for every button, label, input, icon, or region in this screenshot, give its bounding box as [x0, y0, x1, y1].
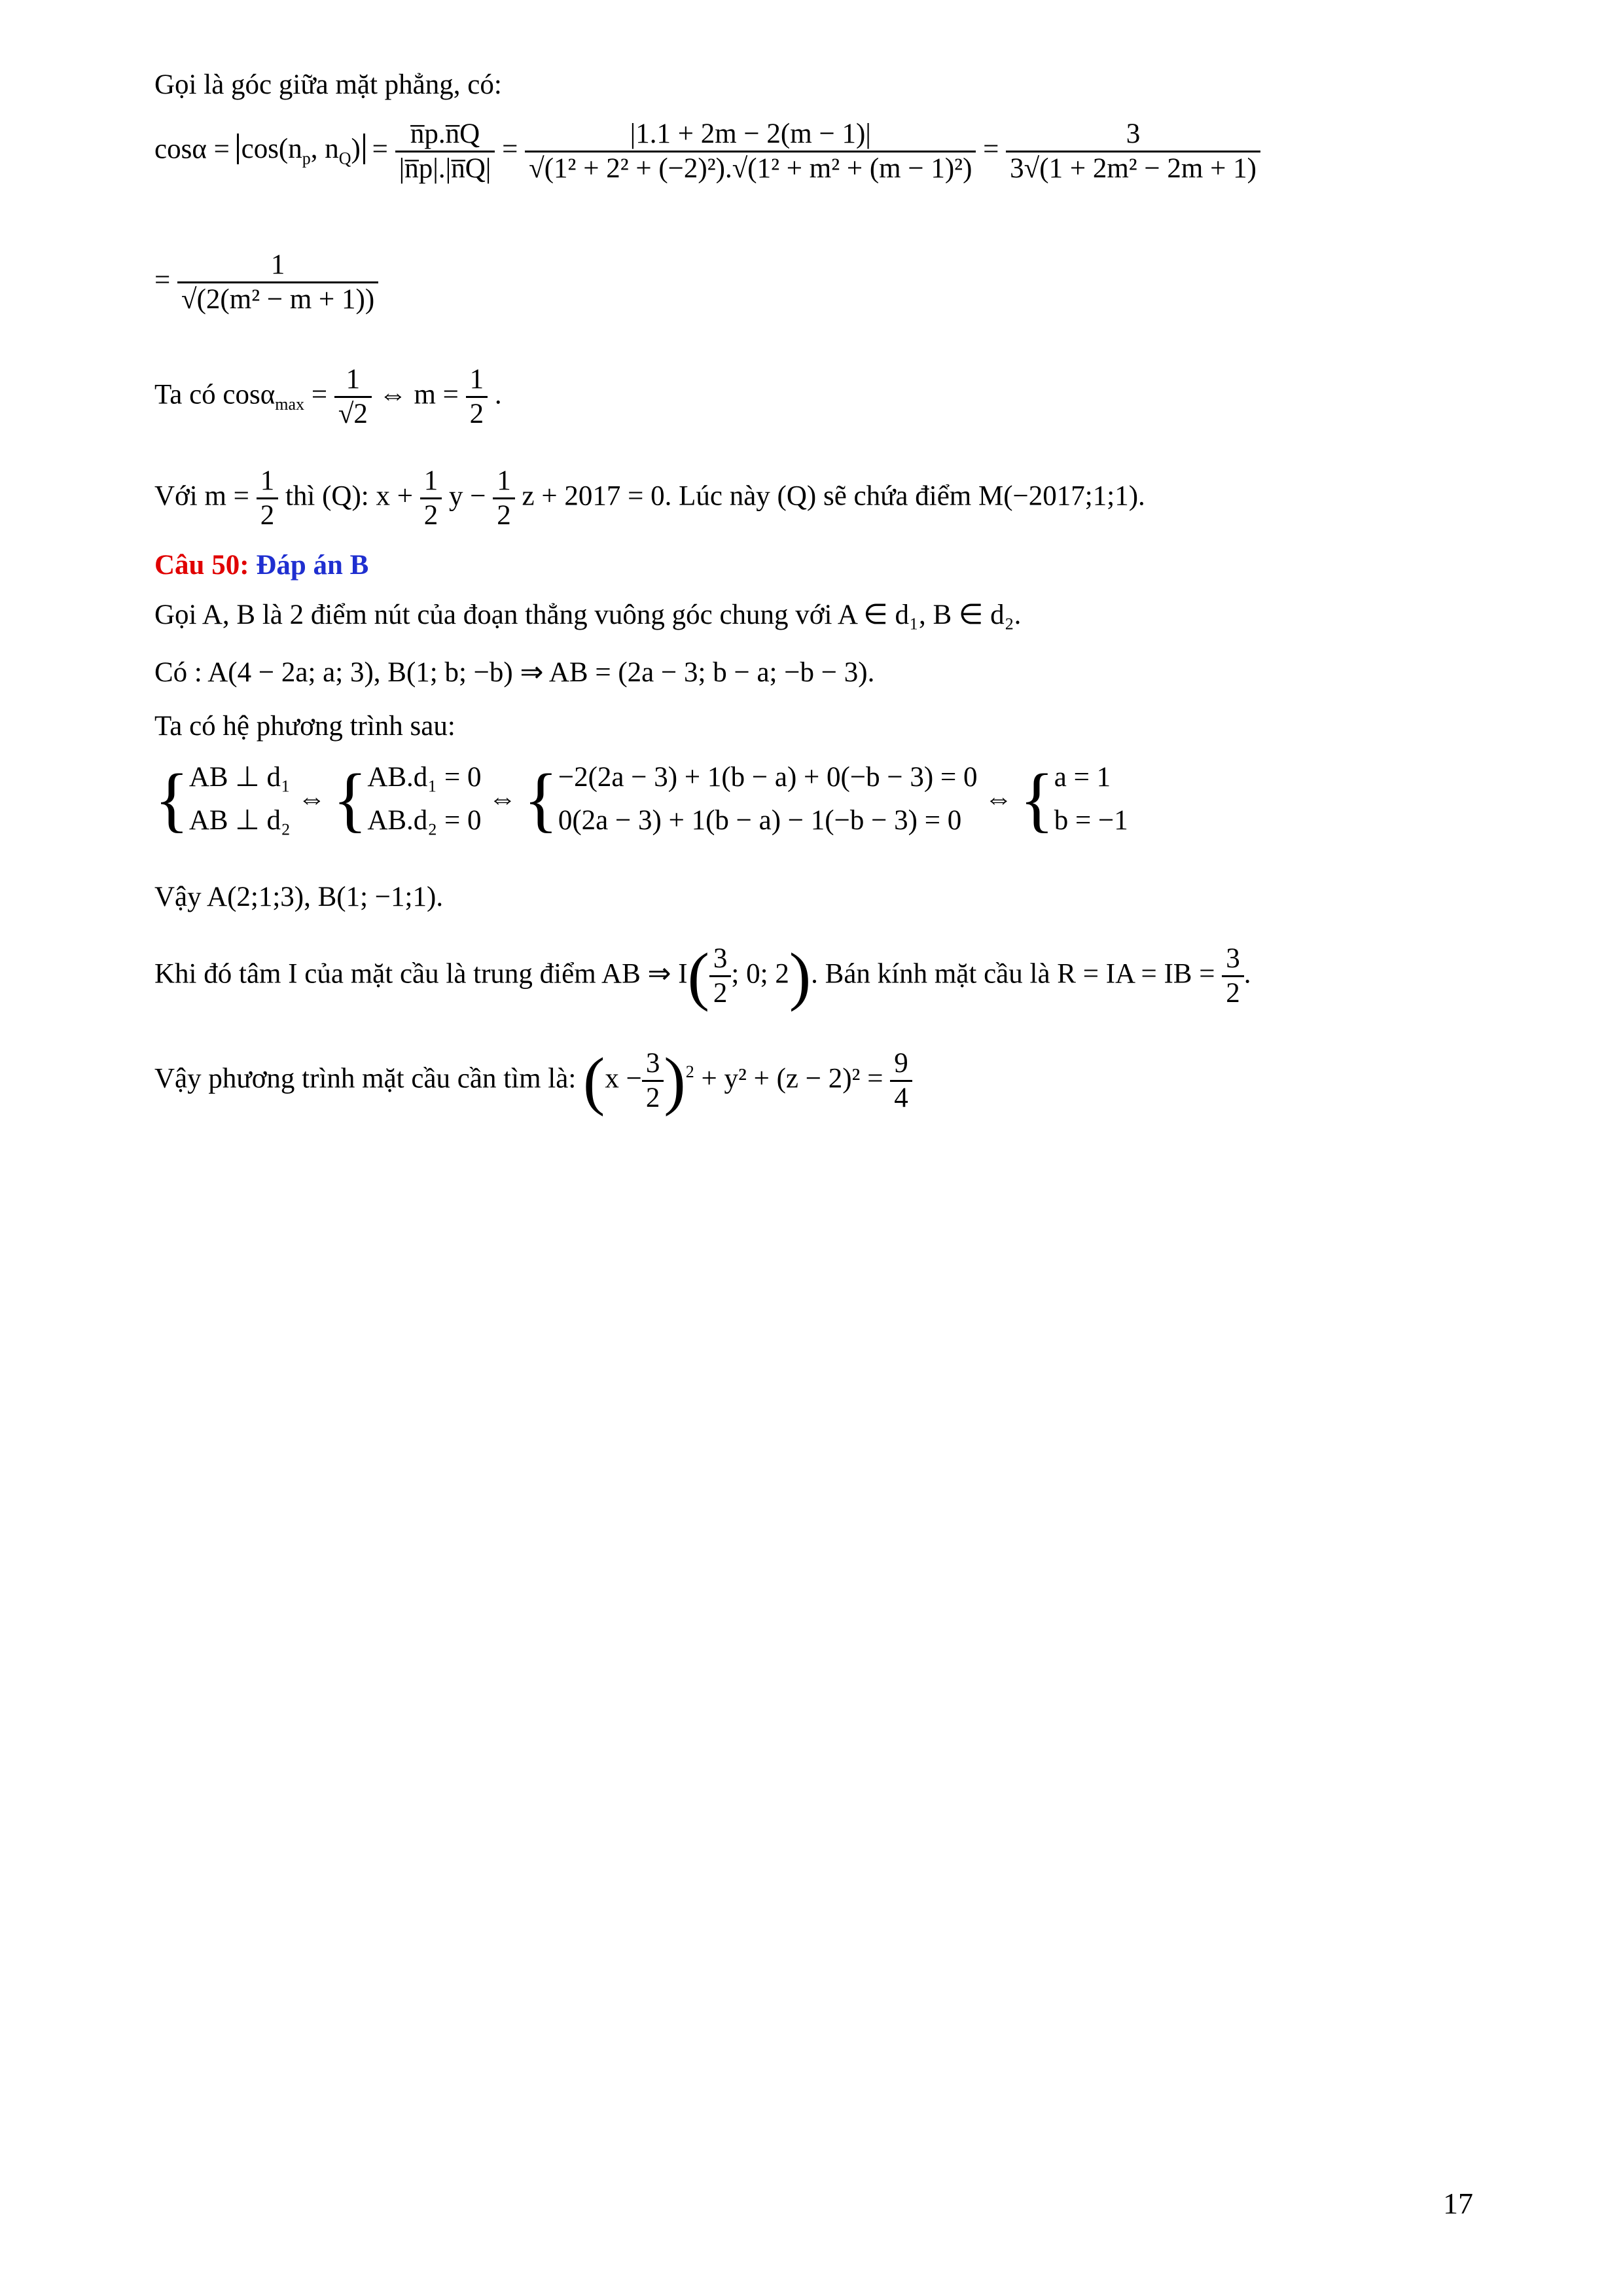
fraction-1: $\frac{n̅p.n̅Q}{|n̅p|.|n̅Q|}$: [395, 118, 495, 185]
cos-max-line: Ta có cosα$_{max}$ = $\frac{1}{√2}$ ⇔ m = $\frac{1}{2}$ .: [154, 364, 502, 429]
cos-lhs: cosα =: [154, 134, 230, 165]
line-points-result: Vậy A(2;1;3), B(1; −1;1).: [154, 882, 444, 912]
line-points-ab: Gọi A, B là 2 điểm nút của đoạn thẳng vuông góc chung với A ∈ d₁, B ∈ d₂.: [154, 600, 1022, 630]
answer-label: Đáp án B: [256, 550, 369, 581]
line-center-radius: Khi đó tâm I của mặt cầu là trung điểm AB ⇒ I( $\frac{3}{2}$ ; 0; 2). Bán kính mặt cầu là R = IA = IB = $\frac{3}{2}$ .: [154, 939, 1251, 1013]
fraction-3: $\frac{3}{\text{3√(1 + 2m² − 2m + 1)}}$: [1006, 118, 1260, 185]
line-coordinates: Có : A(4 − 2a; a; 3), B(1; b; −b) ⇒ AB = (2a − 3; b − a; −b − 3).: [154, 657, 875, 688]
equation-system: { AB ⊥ d₁ AB ⊥ d₂ ⇔ { AB.d₁ = 0 AB.d₂ = 0 ⇔ { −2(2a − 3) + 1(b − a) + 0(−b − 3) = 0 0(2a − 3) + 1(b − a) − 1(−b − 3) = 0 ⇔ { a = 1 b = −1: [154, 759, 1128, 839]
cos-abs: $\cos(n_p$, $n_Q$): [237, 134, 365, 164]
question-heading: Câu 50: Đáp án B: [154, 550, 369, 581]
line-system-intro: Ta có hệ phương trình sau:: [154, 711, 455, 742]
intro-line: Gọi là góc giữa mặt phẳng, có:: [154, 69, 502, 100]
line-sphere-equation: Vậy phương trình mặt cầu cần tìm là: (x − $\frac{3}{2}$ )$^2$ + y² + (z − 2)² = $\frac{9}{4}$: [154, 1047, 912, 1115]
page-number: 17: [1443, 2187, 1473, 2220]
plane-q-line: Với m = $\frac{1}{2}$ thì (Q): x + $\frac{1}{2}$ y − $\frac{1}{2}$ z + 2017 = 0. Lúc này (Q) sẽ chứa điểm M(−2017;1;1).: [154, 465, 1145, 531]
cos-formula: $\cos\alpha = \cos(n_p$, $n_Q$) = $\frac{n̅p.n̅Q}{|n̅p|.|n̅Q|}$ = $\frac{|1.1 + 2m - 2(m - 1)|}{\text{√(1² + 2² + (−2)²).√(1² + m² + (m − 1)²)}}$ = $\frac{3}{\text{3√(1 + 2m² − 2m + 1)}}$: [154, 118, 1260, 185]
fraction-2: $\frac{|1.1 + 2m - 2(m - 1)|}{\text{√(1² + 2² + (−2)²).√(1² + m² + (m − 1)²)}}$: [525, 118, 976, 185]
cos-result: = $\frac{1}{\text{√(2(m² − m + 1))}}$: [154, 249, 378, 316]
fraction-4: $\frac{1}{\text{√(2(m² − m + 1))}}$: [177, 249, 378, 316]
